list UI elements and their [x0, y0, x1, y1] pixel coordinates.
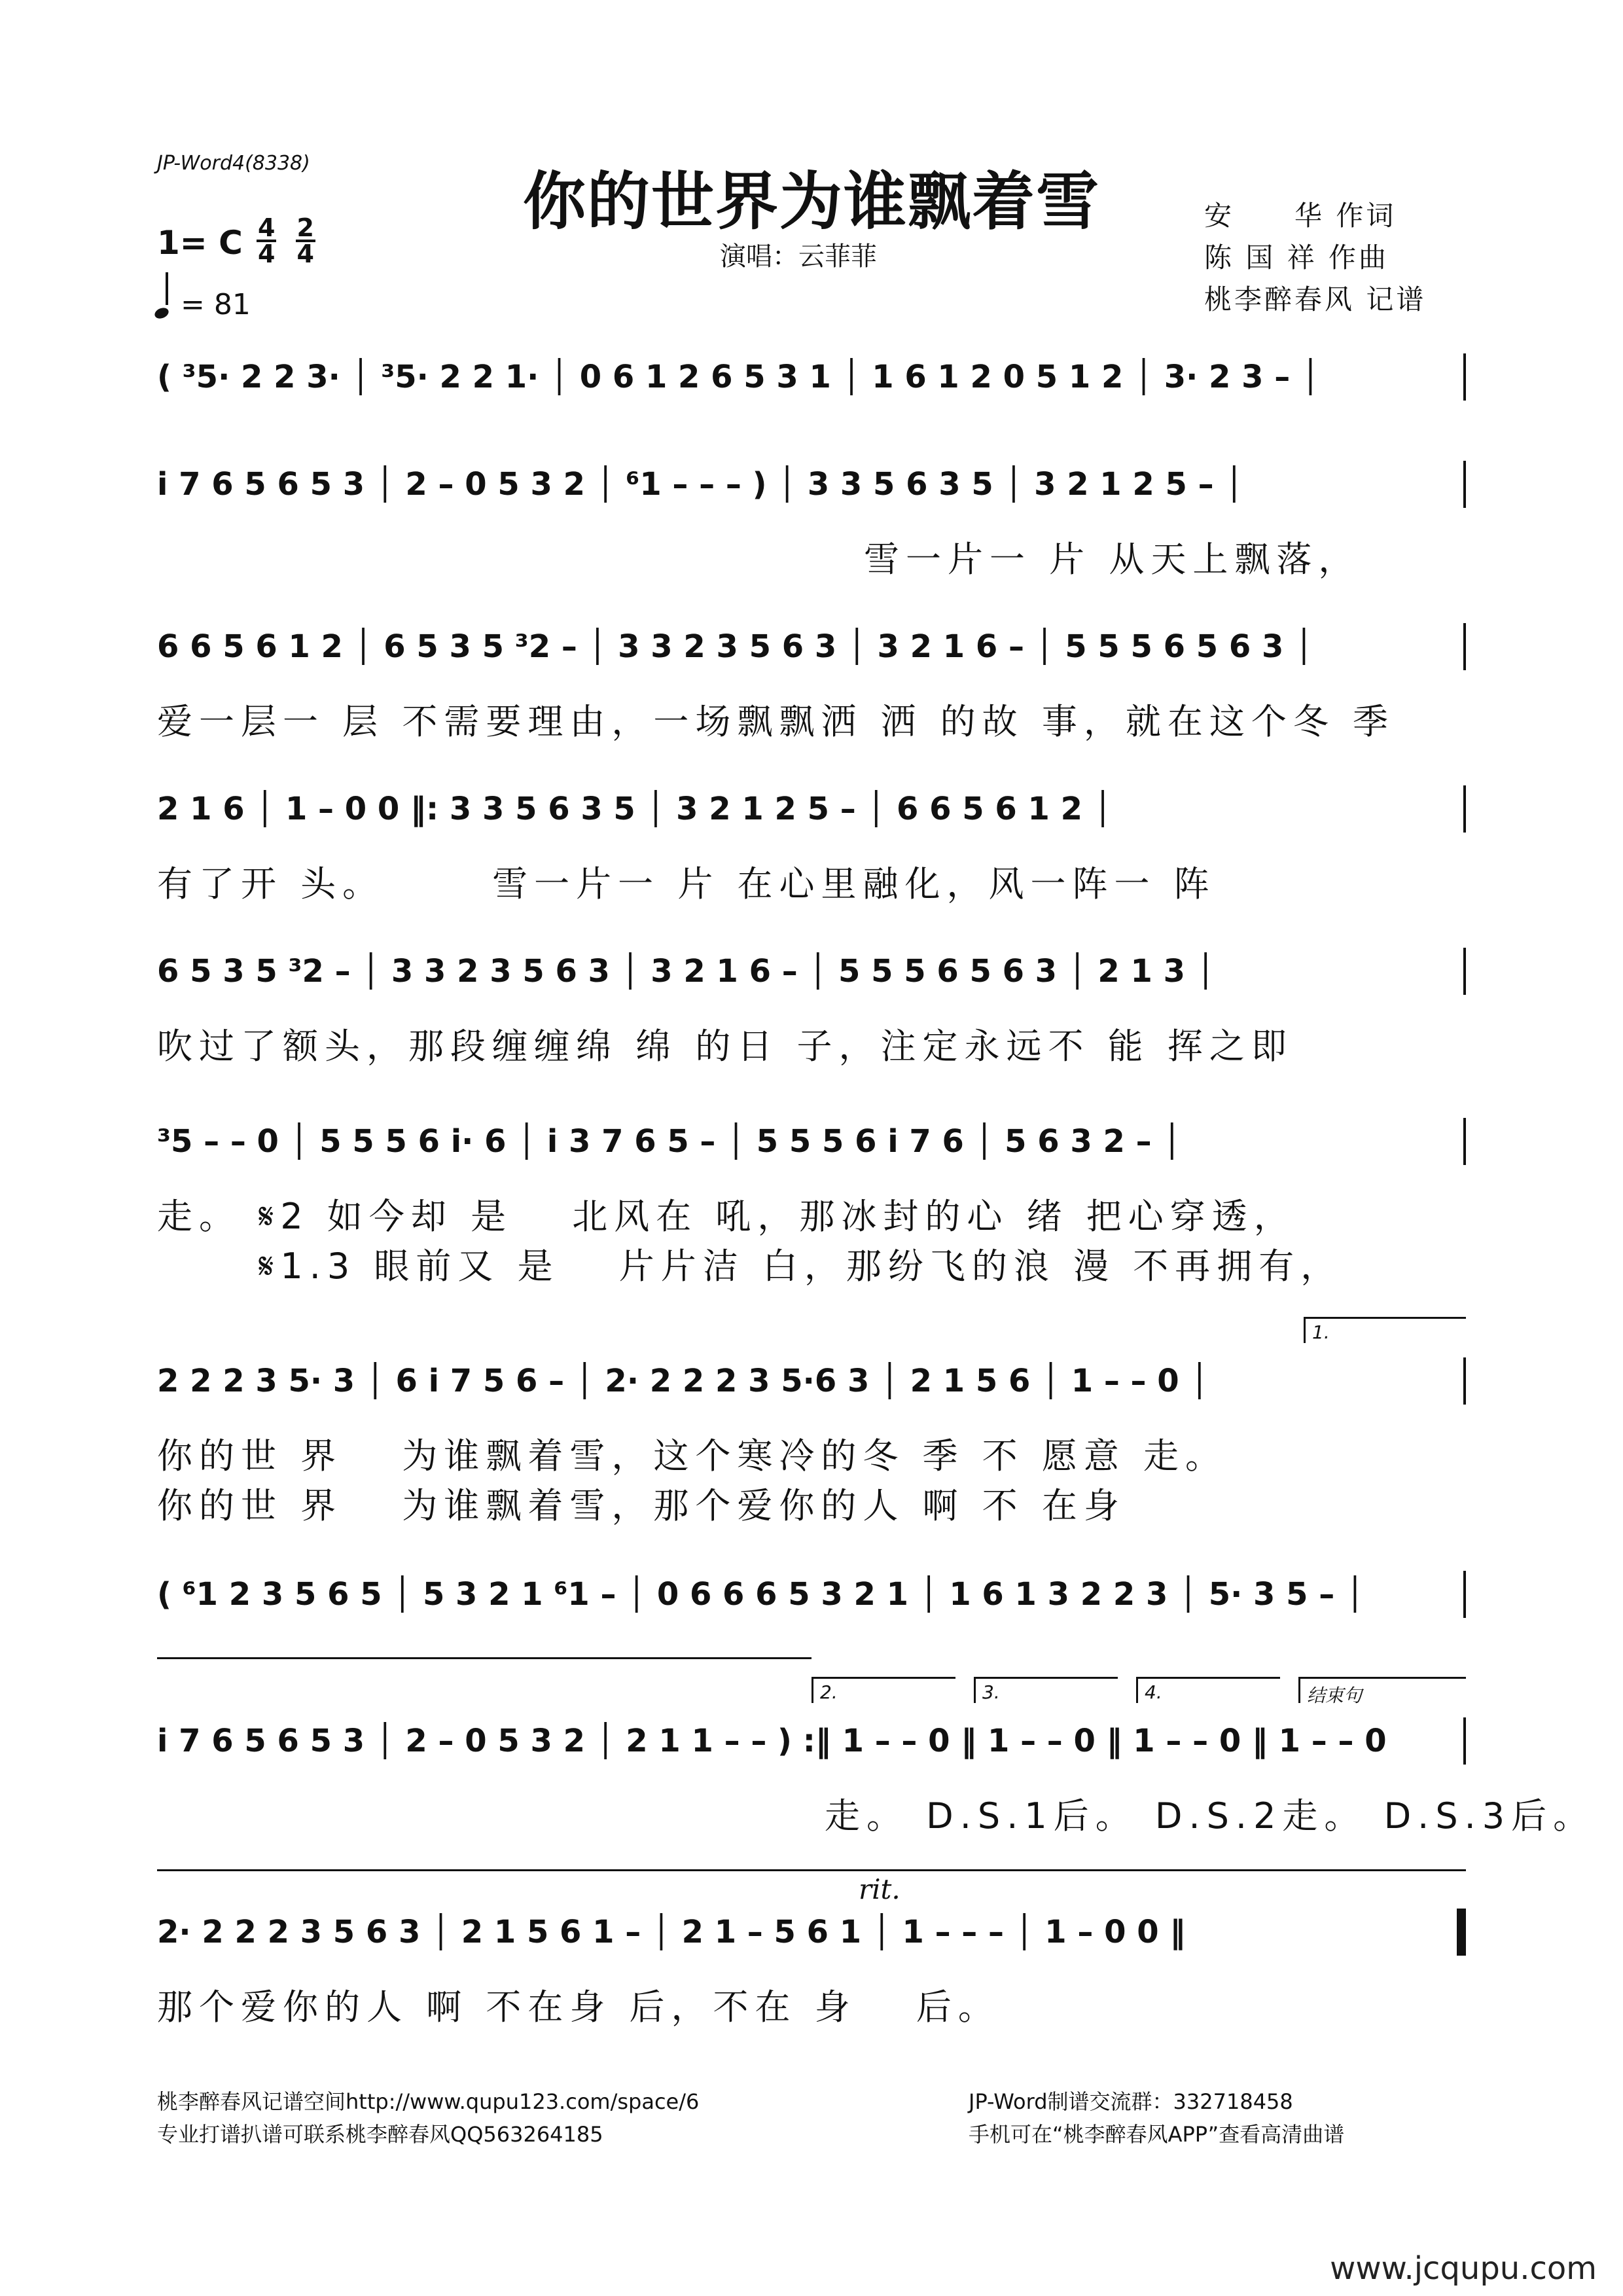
score-row-3 — [157, 628, 1466, 740]
ritardando-marking: rit. — [859, 1873, 901, 1905]
notation-text: 2· 2 2 2 3 5 6 3 │ 2 1 5 6 1 – │ 2 1 – 5 6 1 │ 1 – – – │ 1 – 0 0 ‖ — [157, 1914, 1186, 1950]
barline — [1463, 1357, 1466, 1405]
tempo-marking — [154, 281, 251, 321]
notation-text: ( ⁶1 2 3 5 6 5 │ 5 3 2 1 ⁶1 – │ 0 6 6 6 5 3 2 1 │ 1 6 1 3 2 2 3 │ 5· 3 5 – │ — [157, 1576, 1364, 1613]
credits-block — [1204, 195, 1426, 321]
barline — [1463, 948, 1466, 995]
meter1-bottom: 4 — [258, 240, 276, 268]
notes-line — [157, 1123, 1466, 1175]
score-row-1 — [157, 359, 1466, 470]
score-row-2 — [157, 466, 1466, 580]
final-barline — [1457, 1909, 1466, 1956]
notation-text: i 7 6 5 6 5 3 │ 2 – 0 5 3 2 │ ⁶1 – – – ) │ 3 3 5 6 3 5 │ 3 2 1 2 5 – │ — [157, 466, 1244, 503]
staff-rule — [157, 1869, 1466, 1871]
notes-line — [157, 791, 1466, 843]
notes-line — [157, 628, 1466, 681]
volta-bracket-3: 3. — [974, 1677, 1118, 1703]
lyric-line-2: 你的世 界 为谁飘着雪，那个爱你的人 啊 不 在身 — [157, 1485, 1126, 1526]
barline — [1463, 461, 1466, 508]
lyric-line: 雪一片一 片 从天上飘落， — [864, 539, 1361, 580]
footer-left — [157, 2085, 699, 2151]
lyric-line: 你的世 界 为谁飘着雪，这个寒冷的冬 季 不 愿意 走。 — [157, 1435, 1227, 1477]
score-row-10 — [157, 1873, 1466, 2028]
barline — [1463, 623, 1466, 670]
volta-bracket-ending: 结束句 — [1298, 1677, 1466, 1703]
staff-rule — [157, 1657, 812, 1659]
note-stem-icon — [166, 272, 168, 305]
time-signature-2-4 — [296, 213, 315, 268]
barline — [1463, 353, 1466, 401]
song-title: 你的世界为谁飘着雪 — [523, 164, 1100, 238]
notes-line — [157, 359, 1466, 411]
notation-text: 6 5 3 5 ³2 – │ 3 3 2 3 5 6 3 │ 3 2 1 6 – │ 5 5 5 6 5 6 3 │ 2 1 3 │ — [157, 953, 1215, 990]
transcriber-credit: 桃李醉春风 记谱 — [1204, 283, 1427, 315]
footer-contact: 专业打谱扒谱可联系桃李醉春风QQ563264185 — [157, 2122, 603, 2147]
footer-space-link[interactable]: 桃李醉春风记谱空间http://www.qupu123.com/space/6 — [157, 2089, 700, 2114]
key-signature: 1= C — [157, 224, 243, 262]
score-row-9 — [157, 1681, 1596, 1837]
score-row-7 — [157, 1321, 1466, 1526]
watermark-text: www.jcqupu.com — [1330, 2250, 1597, 2287]
notes-line — [157, 953, 1466, 1005]
volta-bracket-2: 2. — [812, 1677, 955, 1703]
lyric-line: 走。 𝄋2 如今却 是 北风在 吼，那冰封的心 绪 把心穿透， — [157, 1196, 1296, 1237]
lyric-line: 爱一层一 层 不需要理由，一场飘飘洒 洒 的故 事，就在这个冬 季 — [157, 701, 1395, 742]
notation-text: ³5 – – 0 │ 5 5 5 6 i· 6 │ i 3 7 6 5 – │ 5 5 5 6 i 7 6 │ 5 6 3 2 – │ — [157, 1123, 1182, 1160]
score-row-4 — [157, 791, 1466, 905]
volta-bracket-1: 1. — [1304, 1317, 1466, 1343]
notes-line — [157, 1363, 1466, 1415]
notes-line — [157, 1576, 1466, 1628]
footer-app-note: 手机可在“桃李醉春风APP”查看高清曲谱 — [969, 2122, 1345, 2147]
score-row-6 — [157, 1123, 1466, 1287]
lyric-line: 吹过了额头，那段缠缠绵 绵 的日 子，注定永远不 能 挥之即 — [157, 1026, 1293, 1067]
meter2-top: 2 — [296, 213, 314, 242]
software-label: JP-Word4(8338) — [157, 152, 310, 175]
notation-text: 6 6 5 6 1 2 │ 6 5 3 5 ³2 – │ 3 3 2 3 5 6 3 │ 3 2 1 6 – │ 5 5 5 6 5 6 3 │ — [157, 628, 1313, 665]
singer-credit: 演唱：云菲菲 — [720, 242, 877, 272]
lyric-line: 有了开 头。 雪一片一 片 在心里融化，风一阵一 阵 — [157, 863, 1216, 905]
lyric-line: 那个爱你的人 啊 不在身 后，不在 身 后。 — [157, 1986, 1000, 2028]
barline — [1463, 1571, 1466, 1618]
notation-text: 2 2 2 3 5· 3 │ 6 i 7 5 6 – │ 2· 2 2 2 3 5·6 3 │ 2 1 5 6 │ 1 – – 0 │ — [157, 1363, 1209, 1399]
notation-text: i 7 6 5 6 5 3 │ 2 – 0 5 3 2 │ 2 1 1 – – ) :‖ 1 – – 0 ‖ 1 – – 0 ‖ 1 – – 0 ‖ 1 – – 0 — [157, 1723, 1387, 1759]
volta-bracket-4: 4. — [1136, 1677, 1280, 1703]
lyric-line: 走。 D.S.1后。 D.S.2走。 D.S.3后。 — [825, 1795, 1596, 1837]
notes-line — [157, 466, 1466, 518]
notes-line — [157, 1723, 1466, 1775]
score-row-5 — [157, 953, 1466, 1067]
notation-text: 2 1 6 │ 1 – 0 0 ‖: 3 3 5 6 3 5 │ 3 2 1 2 5 – │ 6 6 5 6 1 2 │ — [157, 791, 1113, 827]
lyric-line-2: 𝄋1.3 眼前又 是 片片洁 白，那纷飞的浪 漫 不再拥有， — [157, 1246, 1343, 1287]
footer-group: JP-Word制谱交流群：332718458 — [969, 2089, 1293, 2114]
barline — [1463, 1717, 1466, 1765]
barline — [1463, 785, 1466, 833]
notes-line — [157, 1914, 1466, 1966]
tempo-value: = 81 — [181, 288, 251, 321]
lyricist-credit: 安 华 作词 — [1204, 200, 1397, 232]
barline — [1463, 1118, 1466, 1165]
quarter-note-icon — [153, 306, 170, 320]
score-row-8 — [157, 1576, 1466, 1687]
time-signatures — [257, 213, 331, 268]
notation-text: ( ³5· 2 2 3· │ ³5· 2 2 1· │ 0 6 1 2 6 5 3 1 │ 1 6 1 2 0 5 1 2 │ 3· 2 3 – │ — [157, 359, 1320, 395]
meter1-top: 4 — [258, 213, 276, 242]
composer-credit: 陈 国 祥 作曲 — [1204, 242, 1389, 274]
meter2-bottom: 4 — [296, 240, 314, 268]
time-signature-4-4 — [257, 213, 276, 268]
footer-right — [969, 2085, 1344, 2151]
